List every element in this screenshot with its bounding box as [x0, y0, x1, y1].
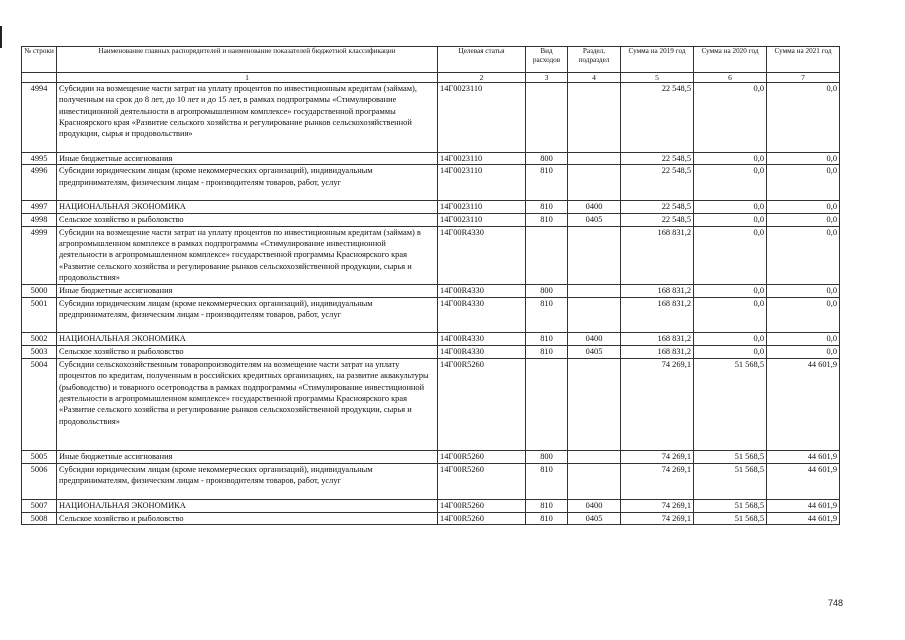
- column-number: 5: [621, 73, 694, 83]
- table-row: [22, 499, 840, 512]
- row-expense-type: [526, 359, 568, 451]
- row-sum-2020: 51 568,5: [694, 464, 767, 500]
- row-number: 4997: [22, 200, 57, 213]
- row-sum-2021: 44 601,9: [767, 464, 840, 500]
- row-name: Иные бюджетные ассигнования: [57, 152, 438, 165]
- row-sum-2020: 0,0: [694, 297, 767, 333]
- table-row: [22, 297, 840, 333]
- table-row: [22, 152, 840, 165]
- row-sum-2020: 51 568,5: [694, 451, 767, 464]
- table-row: [22, 346, 840, 359]
- row-sum-2021: 0,0: [767, 226, 840, 284]
- table-row: [22, 464, 840, 500]
- row-section: [568, 226, 621, 284]
- row-name: Сельское хозяйство и рыболовство: [57, 512, 438, 525]
- table-row: [22, 200, 840, 213]
- row-name: НАЦИОНАЛЬНАЯ ЭКОНОМИКА: [57, 499, 438, 512]
- row-sum-2019: 168 831,2: [621, 333, 694, 346]
- row-expense-type: 810: [526, 165, 568, 201]
- row-expense-type: 800: [526, 152, 568, 165]
- row-sum-2021: 0,0: [767, 346, 840, 359]
- table-row: [22, 83, 840, 153]
- row-section: [568, 451, 621, 464]
- row-number: 4996: [22, 165, 57, 201]
- row-name: Сельское хозяйство и рыболовство: [57, 213, 438, 226]
- header-sum-2021: Сумма на 2021 год: [767, 47, 840, 73]
- row-sum-2021: 44 601,9: [767, 499, 840, 512]
- table-row: [22, 284, 840, 297]
- row-sum-2019: 74 269,1: [621, 359, 694, 451]
- row-sum-2019: 22 548,5: [621, 83, 694, 153]
- row-sum-2021: 0,0: [767, 284, 840, 297]
- column-number-empty: [22, 73, 57, 83]
- budget-table: [21, 46, 840, 525]
- row-sum-2019: 74 269,1: [621, 512, 694, 525]
- row-number: 4999: [22, 226, 57, 284]
- table-row: [22, 333, 840, 346]
- row-expense-type: 810: [526, 333, 568, 346]
- row-name: Сельское хозяйство и рыболовство: [57, 346, 438, 359]
- row-section: [568, 359, 621, 451]
- column-number: 1: [57, 73, 438, 83]
- row-section: [568, 284, 621, 297]
- table-row: [22, 359, 840, 451]
- row-number: 5005: [22, 451, 57, 464]
- column-number: 3: [526, 73, 568, 83]
- row-expense-type: 810: [526, 464, 568, 500]
- row-number: 5002: [22, 333, 57, 346]
- row-section: [568, 83, 621, 153]
- row-target-article: 14Г0023110: [438, 152, 526, 165]
- row-name: НАЦИОНАЛЬНАЯ ЭКОНОМИКА: [57, 333, 438, 346]
- row-section: [568, 165, 621, 201]
- header-sum-2019: Сумма на 2019 год: [621, 47, 694, 73]
- row-sum-2021: 0,0: [767, 200, 840, 213]
- row-name: Субсидии юридическим лицам (кроме некоммерческих организаций), индивидуальным предпринимателям, физическим лицам - производителям товаров, работ, услуг: [57, 297, 438, 333]
- row-name: Субсидии сельскохозяйственным товаропроизводителям на возмещение части затрат на уплату процентов по кредитам, полученным в российских кредитных организациях, на развитие аквакультуры (рыбоводство) и товарного осетроводства в рамках подпрограммы «Стимулирование инвестиционной деятельности в агропромышленном комплексе» государственной программы Красноярского края «Развитие сельского хозяйства и регулирование рынков сельскохозяйственной продукции, сырья и продовольствия»: [57, 359, 438, 451]
- row-expense-type: 800: [526, 284, 568, 297]
- row-sum-2020: 51 568,5: [694, 499, 767, 512]
- row-expense-type: 810: [526, 200, 568, 213]
- row-expense-type: [526, 226, 568, 284]
- row-section: 0405: [568, 346, 621, 359]
- row-name: Иные бюджетные ассигнования: [57, 284, 438, 297]
- row-sum-2019: 74 269,1: [621, 451, 694, 464]
- row-number: 4998: [22, 213, 57, 226]
- row-expense-type: 800: [526, 451, 568, 464]
- header-expense-type: Вид расходов: [526, 47, 568, 73]
- page-edge-mark: [0, 26, 2, 48]
- row-sum-2020: 51 568,5: [694, 512, 767, 525]
- row-target-article: 14Г00R5260: [438, 359, 526, 451]
- row-section: 0405: [568, 213, 621, 226]
- row-sum-2019: 22 548,5: [621, 152, 694, 165]
- row-section: [568, 152, 621, 165]
- row-sum-2019: 74 269,1: [621, 499, 694, 512]
- table-body: [22, 83, 840, 525]
- header-sum-2020: Сумма на 2020 год: [694, 47, 767, 73]
- row-sum-2021: 0,0: [767, 165, 840, 201]
- row-section: [568, 297, 621, 333]
- row-expense-type: 810: [526, 512, 568, 525]
- row-expense-type: 810: [526, 297, 568, 333]
- row-section: 0400: [568, 333, 621, 346]
- table-row: [22, 512, 840, 525]
- row-number: 4994: [22, 83, 57, 153]
- column-number-row: [22, 73, 840, 83]
- row-number: 5000: [22, 284, 57, 297]
- row-sum-2020: 0,0: [694, 284, 767, 297]
- row-sum-2019: 22 548,5: [621, 165, 694, 201]
- row-sum-2021: 0,0: [767, 83, 840, 153]
- table-row: [22, 226, 840, 284]
- row-expense-type: 810: [526, 499, 568, 512]
- row-target-article: 14Г0023110: [438, 200, 526, 213]
- row-name: Субсидии на возмещение части затрат на уплату процентов по инвестиционным кредитам (займам), полученным на срок до 8 лет, до 10 лет и до 15 лет, в рамках подпрограммы «Стимулирование инвестиционной деятельности в агропромышленном комплексе» государственной программы Красноярского края «Развитие сельского хозяйства и регулирование рынков сельскохозяйственной продукции, сырья и продовольствия»: [57, 83, 438, 153]
- row-target-article: 14Г00R4330: [438, 346, 526, 359]
- row-expense-type: [526, 83, 568, 153]
- row-number: 5007: [22, 499, 57, 512]
- row-target-article: 14Г00R4330: [438, 333, 526, 346]
- row-number: 5003: [22, 346, 57, 359]
- row-sum-2020: 0,0: [694, 226, 767, 284]
- row-name: Иные бюджетные ассигнования: [57, 451, 438, 464]
- column-number: 2: [438, 73, 526, 83]
- column-number: 4: [568, 73, 621, 83]
- row-sum-2021: 0,0: [767, 152, 840, 165]
- table-header: [22, 47, 840, 83]
- row-section: 0405: [568, 512, 621, 525]
- row-target-article: 14Г00R5260: [438, 464, 526, 500]
- row-sum-2021: 0,0: [767, 213, 840, 226]
- row-sum-2020: 0,0: [694, 83, 767, 153]
- row-sum-2019: 168 831,2: [621, 284, 694, 297]
- row-sum-2021: 0,0: [767, 297, 840, 333]
- column-number: 7: [767, 73, 840, 83]
- row-target-article: 14Г00R5260: [438, 512, 526, 525]
- row-target-article: 14Г00R5260: [438, 499, 526, 512]
- header-section: Раздел, подраздел: [568, 47, 621, 73]
- row-sum-2019: 168 831,2: [621, 226, 694, 284]
- header-row-number: № строки: [22, 47, 57, 73]
- row-target-article: 14Г00R4330: [438, 226, 526, 284]
- row-name: Субсидии юридическим лицам (кроме некоммерческих организаций), индивидуальным предпринимателям, физическим лицам - производителям товаров, работ, услуг: [57, 464, 438, 500]
- row-name: НАЦИОНАЛЬНАЯ ЭКОНОМИКА: [57, 200, 438, 213]
- column-number: 6: [694, 73, 767, 83]
- row-name: Субсидии на возмещение части затрат на уплату процентов по инвестиционным кредитам (займам) в агропромышленном комплексе в рамках подпрограммы «Стимулирование инвестиционной деятельности в агропромышленном комплексе» государственной программы Красноярского края «Развитие сельского хозяйства и регулирование рынков сельскохозяйственной продукции, сырья и продовольствия»: [57, 226, 438, 284]
- row-sum-2019: 22 548,5: [621, 200, 694, 213]
- row-sum-2020: 51 568,5: [694, 359, 767, 451]
- row-target-article: 14Г0023110: [438, 165, 526, 201]
- row-target-article: 14Г00R4330: [438, 284, 526, 297]
- row-sum-2020: 0,0: [694, 165, 767, 201]
- row-number: 5006: [22, 464, 57, 500]
- header-name: Наименование главных распорядителей и наименование показателей бюджетной классификации: [57, 47, 438, 73]
- row-sum-2019: 168 831,2: [621, 346, 694, 359]
- row-expense-type: 810: [526, 346, 568, 359]
- page-number: 748: [828, 598, 844, 608]
- row-sum-2020: 0,0: [694, 333, 767, 346]
- header-target-article: Целевая статья: [438, 47, 526, 73]
- row-sum-2021: 0,0: [767, 333, 840, 346]
- row-sum-2019: 168 831,2: [621, 297, 694, 333]
- row-name: Субсидии юридическим лицам (кроме некоммерческих организаций), индивидуальным предпринимателям, физическим лицам - производителям товаров, работ, услуг: [57, 165, 438, 201]
- row-number: 5001: [22, 297, 57, 333]
- row-section: 0400: [568, 499, 621, 512]
- row-expense-type: 810: [526, 213, 568, 226]
- row-sum-2021: 44 601,9: [767, 451, 840, 464]
- row-target-article: 14Г0023110: [438, 213, 526, 226]
- row-target-article: 14Г0023110: [438, 83, 526, 153]
- row-sum-2020: 0,0: [694, 152, 767, 165]
- row-sum-2019: 74 269,1: [621, 464, 694, 500]
- row-section: [568, 464, 621, 500]
- row-number: 4995: [22, 152, 57, 165]
- row-sum-2021: 44 601,9: [767, 512, 840, 525]
- table-row: [22, 213, 840, 226]
- row-sum-2019: 22 548,5: [621, 213, 694, 226]
- row-section: 0400: [568, 200, 621, 213]
- row-target-article: 14Г00R4330: [438, 297, 526, 333]
- row-number: 5008: [22, 512, 57, 525]
- row-sum-2020: 0,0: [694, 346, 767, 359]
- table-row: [22, 165, 840, 201]
- row-sum-2021: 44 601,9: [767, 359, 840, 451]
- row-number: 5004: [22, 359, 57, 451]
- table-row: [22, 451, 840, 464]
- row-target-article: 14Г00R5260: [438, 451, 526, 464]
- row-sum-2020: 0,0: [694, 200, 767, 213]
- row-sum-2020: 0,0: [694, 213, 767, 226]
